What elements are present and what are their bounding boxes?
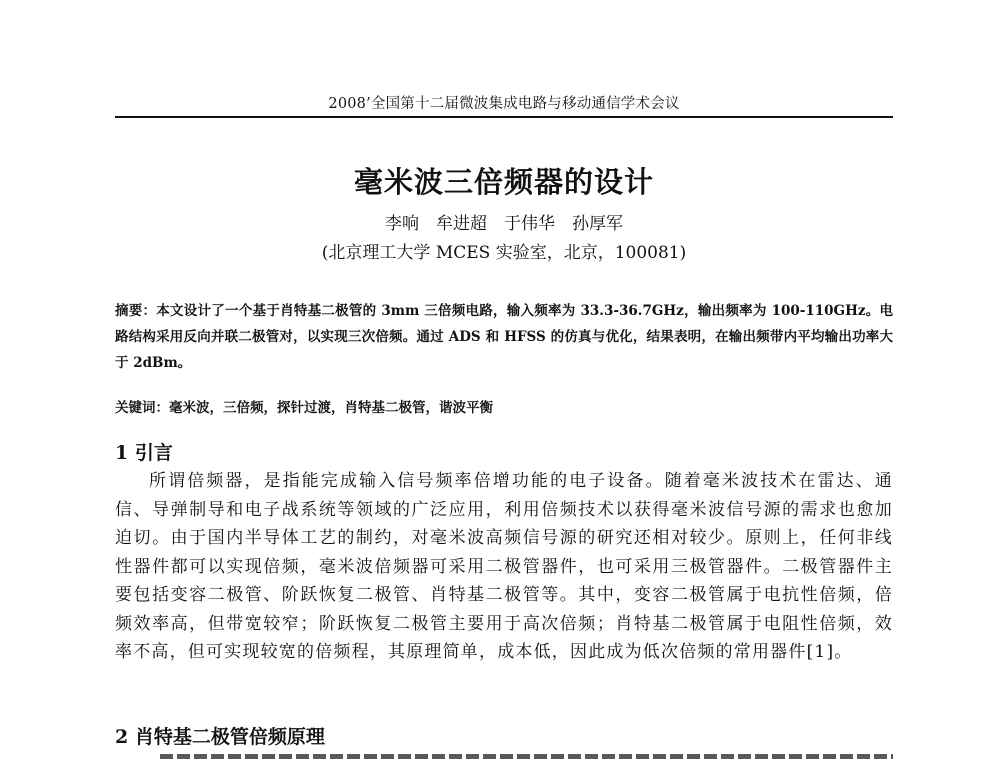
paper-title: 毫米波三倍频器的设计 (353, 165, 654, 199)
introduction-paragraph: 所谓倍频器，是指能完成输入信号频率倍增功能的电子设备。随着毫米波技术在雷达、通信、导弹制导和电子战系统等领域的广泛应用，利用倍频技术以获得毫米波信号源的需求也愈加迫切。由于国内半导体工艺的制约，对毫米波高频信号源的研究还相对较少。原则上，任何非线性器件都可以实现倍频，毫米波倍频器可采用二极管器件，也可采用三极管器件。二极管器件主要包括变容二极管、阶跃恢复二极管、肖特基二极管等。其中，变容二极管属于电抗性倍频，倍频效率高，但带宽较窄；阶跃恢复二极管主要用于高次倍频；肖特基二极管属于电阻性倍频，效率不高，但可实现较宽的倍频程，其原理简单，成本低，因此成为低次倍频的常用器件[1]。 (115, 471, 893, 662)
abstract (115, 298, 893, 376)
running-header: 2008’全国第十二届微波集成电路与移动通信学术会议 (328, 96, 680, 112)
keywords-text: 毫米波，三倍频，探针过渡，肖特基二极管，谐波平衡 (169, 400, 493, 416)
header-divider (115, 116, 893, 118)
author-affiliation: (北京理工大学 MCES 实验室，北京，100081) (321, 243, 687, 263)
section-heading-schottky-principle: 2 肖特基二极管倍频原理 (115, 726, 325, 748)
cropped-text-line (160, 748, 893, 760)
author-list: 李响 牟进超 于伟华 孙厚军 (385, 214, 623, 234)
abstract-text: 本文设计了一个基于肖特基二极管的 3mm 三倍频电路，输入频率为 33.3-36.7GHz，输出频率为 100-110GHz。电路结构采用反向并联二极管对，以实现三次倍频。通过 ADS 和 HFSS 的仿真与优化，结果表明，在输出频带内平均输出功率大于 2dBm。 (115, 303, 894, 371)
abstract-label: 摘要： (115, 303, 157, 319)
section-heading-introduction: 1 引言 (115, 442, 173, 464)
keywords-label: 关键词： (115, 400, 169, 416)
keywords (115, 396, 893, 416)
